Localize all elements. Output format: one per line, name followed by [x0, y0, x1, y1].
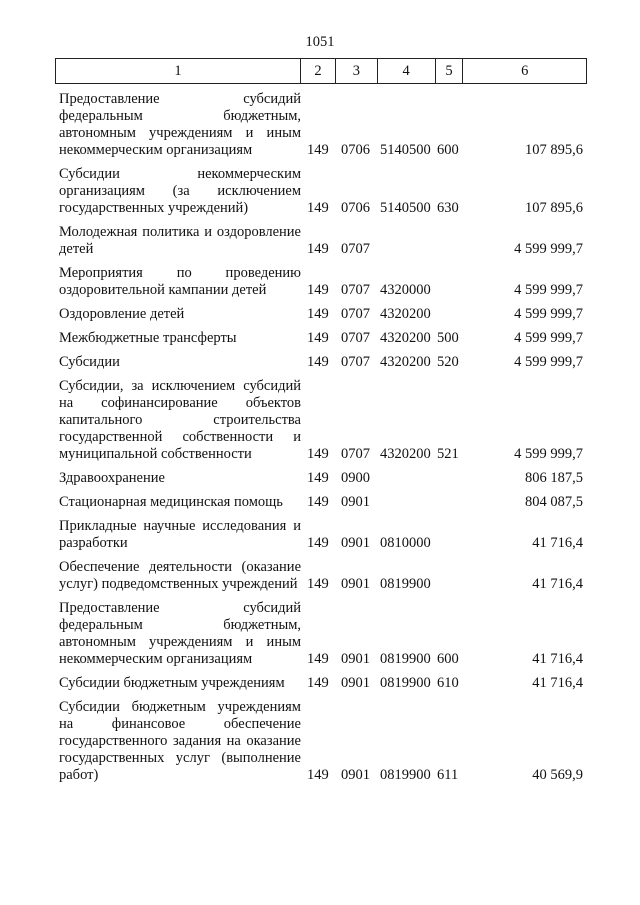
- row-col-5: 630: [437, 200, 459, 216]
- row-name: Прикладные научные исследования и разработки: [59, 518, 301, 551]
- row-amount: 4 599 999,7: [514, 306, 583, 322]
- row-col-4: 4320000: [380, 282, 431, 298]
- row-col-3: 0901: [341, 767, 370, 783]
- row-col-4: 4320200: [380, 306, 431, 322]
- table-row: [55, 330, 587, 347]
- row-col-4: 0819900: [380, 767, 431, 783]
- table-row: [55, 675, 587, 692]
- row-col-3: 0707: [341, 241, 370, 257]
- row-col-3: 0901: [341, 535, 370, 551]
- row-col-5: 610: [437, 675, 459, 691]
- row-col-3: 0901: [341, 651, 370, 667]
- row-amount: 806 187,5: [525, 470, 583, 486]
- row-amount: 107 895,6: [525, 142, 583, 158]
- row-name: Мероприятия по проведению оздоровительной кампании детей: [59, 265, 301, 298]
- row-col-3: 0706: [341, 142, 370, 158]
- header-col-6: 6: [521, 62, 529, 79]
- header-col-5: 5: [436, 59, 464, 83]
- table-row: [55, 699, 587, 784]
- table-row: [55, 224, 587, 258]
- row-col-4: 0810000: [380, 535, 431, 551]
- row-col-3: 0901: [341, 576, 370, 592]
- row-col-2: 149: [307, 330, 329, 346]
- row-amount: 804 087,5: [525, 494, 583, 510]
- table-row: [55, 559, 587, 593]
- row-col-2: 149: [307, 142, 329, 158]
- row-col-4: 5140500: [380, 200, 431, 216]
- table-row: [55, 470, 587, 487]
- row-amount: 4 599 999,7: [514, 282, 583, 298]
- budget-table: [55, 58, 587, 784]
- row-amount: 4 599 999,7: [514, 446, 583, 462]
- row-amount: 41 716,4: [532, 651, 583, 667]
- row-col-5: 600: [437, 651, 459, 667]
- header-col-2: 2: [301, 59, 336, 83]
- row-col-3: 0707: [341, 446, 370, 462]
- row-amount: 4 599 999,7: [514, 330, 583, 346]
- row-col-5: 600: [437, 142, 459, 158]
- row-col-2: 149: [307, 282, 329, 298]
- row-col-5: 611: [437, 767, 459, 783]
- row-name: Стационарная медицинская помощь: [59, 494, 283, 510]
- row-col-4: 4320200: [380, 446, 431, 462]
- header-col-1: 1: [56, 59, 301, 83]
- row-amount: 4 599 999,7: [514, 354, 583, 370]
- row-col-4: 4320200: [380, 330, 431, 346]
- row-amount: 4 599 999,7: [514, 241, 583, 257]
- row-name: Молодежная политика и оздоровление детей: [59, 224, 301, 257]
- page-number: 1051: [305, 34, 335, 50]
- row-col-2: 149: [307, 651, 329, 667]
- row-amount: 40 569,9: [532, 767, 583, 783]
- table-row: [55, 600, 587, 668]
- row-amount: 41 716,4: [532, 675, 583, 691]
- row-col-4: 0819900: [380, 576, 431, 592]
- table-row: [55, 265, 587, 299]
- row-col-3: 0900: [341, 470, 370, 486]
- row-name: Оздоровление детей: [59, 306, 185, 322]
- table-row: [55, 354, 587, 371]
- header-col-4: 4: [378, 59, 436, 83]
- row-name: Обеспечение деятельности (оказание услуг) подведомственных учреждений: [59, 559, 301, 592]
- row-name: Здравоохранение: [59, 470, 165, 486]
- table-row: [55, 306, 587, 323]
- table-row: [55, 378, 587, 463]
- row-col-2: 149: [307, 354, 329, 370]
- row-col-4: 4320200: [380, 354, 431, 370]
- row-col-2: 149: [307, 200, 329, 216]
- row-col-2: 149: [307, 306, 329, 322]
- row-col-2: 149: [307, 535, 329, 551]
- table-header: [55, 58, 587, 84]
- row-name: Субсидии бюджетным учреждениям на финансовое обеспечение государственного задания на оказание государственных услуг (выполнение работ): [59, 699, 301, 783]
- row-col-3: 0706: [341, 200, 370, 216]
- row-col-5: 520: [437, 354, 459, 370]
- row-col-2: 149: [307, 241, 329, 257]
- row-col-4: 0819900: [380, 675, 431, 691]
- table-row: [55, 494, 587, 511]
- row-col-5: 521: [437, 446, 459, 462]
- row-name: Межбюджетные трансферты: [59, 330, 237, 346]
- row-name: Субсидии бюджетным учреждениям: [59, 675, 285, 691]
- row-name: Субсидии: [59, 354, 120, 370]
- row-name: Субсидии некоммерческим организациям (за исключением государственных учреждений): [59, 166, 301, 216]
- row-col-2: 149: [307, 767, 329, 783]
- row-name: Предоставление субсидий федеральным бюджетным, автономным учреждениям и иным некоммерческим организациям: [59, 91, 301, 158]
- table-row: [55, 518, 587, 552]
- row-col-3: 0901: [341, 675, 370, 691]
- row-col-5: 500: [437, 330, 459, 346]
- row-col-2: 149: [307, 576, 329, 592]
- row-col-3: 0707: [341, 354, 370, 370]
- row-amount: 41 716,4: [532, 535, 583, 551]
- row-amount: 41 716,4: [532, 576, 583, 592]
- row-col-3: 0707: [341, 330, 370, 346]
- table-row: [55, 91, 587, 159]
- row-amount: 107 895,6: [525, 200, 583, 216]
- table-body: [55, 91, 587, 784]
- row-col-2: 149: [307, 470, 329, 486]
- row-col-2: 149: [307, 446, 329, 462]
- row-name: Субсидии, за исключением субсидий на софинансирование объектов капитального строительства государственной собственности и муниципальной собственности: [59, 378, 301, 462]
- row-col-3: 0901: [341, 494, 370, 510]
- row-col-4: 0819900: [380, 651, 431, 667]
- row-col-2: 149: [307, 675, 329, 691]
- row-name: Предоставление субсидий федеральным бюджетным, автономным учреждениям и иным некоммерческим организациям: [59, 600, 301, 667]
- row-col-2: 149: [307, 494, 329, 510]
- table-row: [55, 166, 587, 217]
- row-col-3: 0707: [341, 306, 370, 322]
- row-col-3: 0707: [341, 282, 370, 298]
- header-col-3: 3: [336, 59, 378, 83]
- row-col-4: 5140500: [380, 142, 431, 158]
